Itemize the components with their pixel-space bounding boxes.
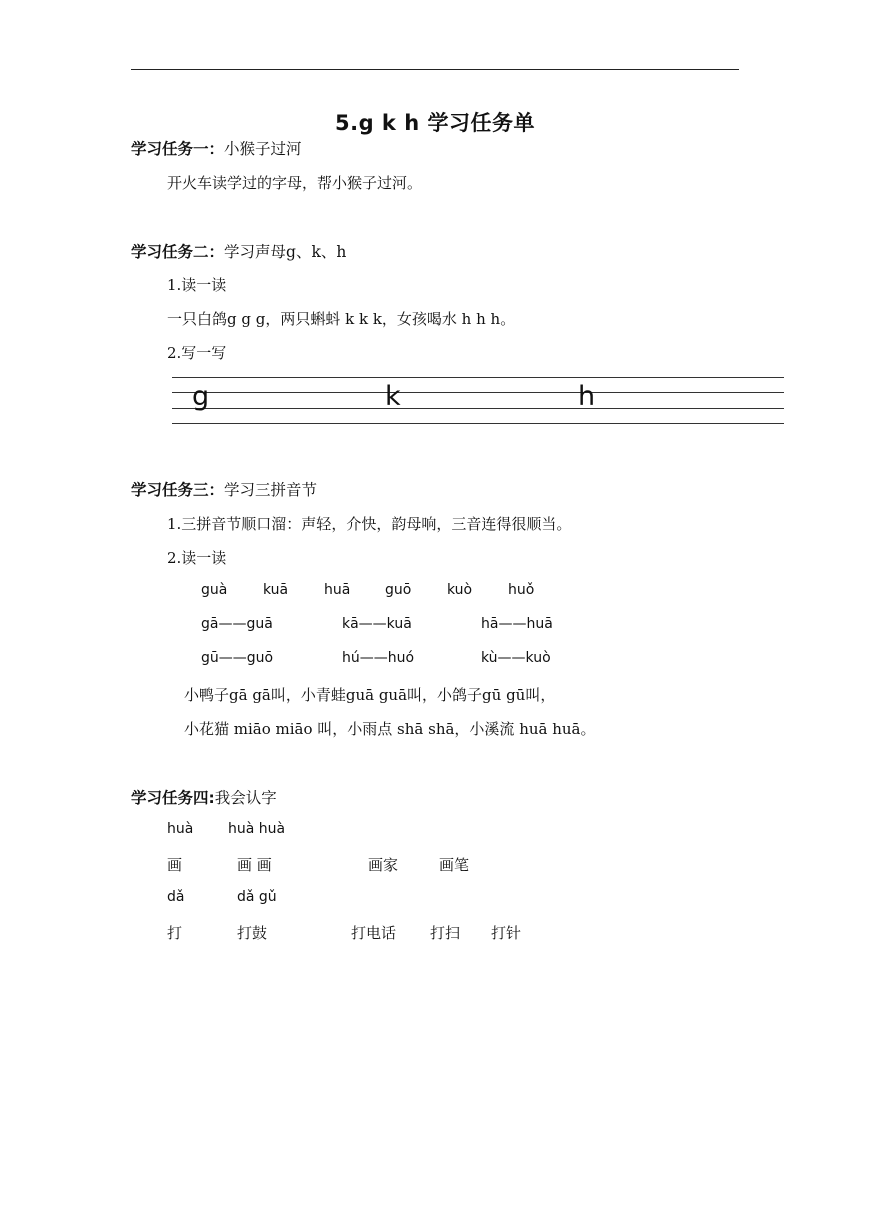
- syllable-pair: gū——guō: [201, 650, 274, 666]
- syllable: kuò: [447, 582, 473, 598]
- syllable-pair: hā——huā: [481, 616, 553, 632]
- task3-heading: [131, 478, 317, 500]
- writing-line-top: [172, 377, 784, 378]
- pinyin: huà: [167, 821, 194, 837]
- task4-label: 学习任务四:: [131, 789, 215, 807]
- syllable-pair: gā——guā: [201, 616, 273, 632]
- word: 打扫: [430, 924, 461, 942]
- writing-letter-g: g: [192, 381, 210, 412]
- task2-step2: 2.写一写: [167, 344, 227, 362]
- task3-step2: 2.读一读: [167, 549, 227, 567]
- task2-step1: 1.读一读: [167, 276, 227, 294]
- writing-line-bottom: [172, 423, 784, 424]
- task4-heading: [131, 786, 277, 808]
- pinyin: huà huà: [228, 821, 286, 837]
- character: 画 画: [237, 856, 272, 874]
- syllable-pair: kù——kuò: [481, 650, 551, 666]
- writing-letter-k: k: [385, 381, 401, 412]
- writing-line-upper-mid: [172, 392, 784, 393]
- word: 画笔: [439, 856, 470, 874]
- syllable-pair: kā——kuā: [342, 616, 412, 632]
- word: 打电话: [351, 924, 397, 942]
- task3-sentence1: 小鸭子gā gā叫，小青蛙guā guā叫，小鸽子gū gū叫，: [184, 686, 556, 704]
- task2-label: 学习任务二：: [131, 243, 225, 261]
- word: 打针: [491, 924, 522, 942]
- task1-heading: [131, 137, 302, 159]
- task1-instruction: 开火车读学过的字母，帮小猴子过河。: [167, 174, 423, 192]
- pinyin: dǎ: [167, 889, 185, 905]
- word: 画家: [368, 856, 399, 874]
- character: 画: [167, 856, 183, 874]
- writing-letter-h: h: [578, 381, 596, 412]
- writing-line-lower-mid: [172, 408, 784, 409]
- syllable: guō: [385, 582, 412, 598]
- syllable: huā: [324, 582, 351, 598]
- syllable: huǒ: [508, 582, 535, 598]
- pinyin: dǎ gǔ: [237, 889, 277, 905]
- task3-topic: 学习三拼音节: [224, 481, 318, 499]
- character: 打: [167, 924, 183, 942]
- task2-topic: 学习声母g、k、h: [224, 243, 347, 261]
- task1-label: 学习任务一：: [131, 140, 225, 158]
- page-title: 5.g k h 学习任务单: [335, 111, 535, 135]
- task1-topic: 小猴子过河: [224, 140, 302, 158]
- task3-label: 学习任务三：: [131, 481, 225, 499]
- word: 打鼓: [237, 924, 268, 942]
- task3-rhyme: 1.三拼音节顺口溜：声轻，介快，韵母响，三音连得很顺当。: [167, 515, 572, 533]
- syllable: guà: [201, 582, 228, 598]
- task4-topic: 我会认字: [214, 789, 277, 807]
- task2-heading: [131, 240, 346, 262]
- task3-sentence2: 小花猫 miāo miāo 叫，小雨点 shā shā，小溪流 huā huā。: [184, 720, 596, 738]
- syllable-pair: hú——huó: [342, 650, 415, 666]
- header-rule: [131, 69, 739, 70]
- task2-chant: 一只白鸽g g g，两只蝌蚪 k k k，女孩喝水 h h h。: [167, 310, 516, 328]
- syllable: kuā: [263, 582, 289, 598]
